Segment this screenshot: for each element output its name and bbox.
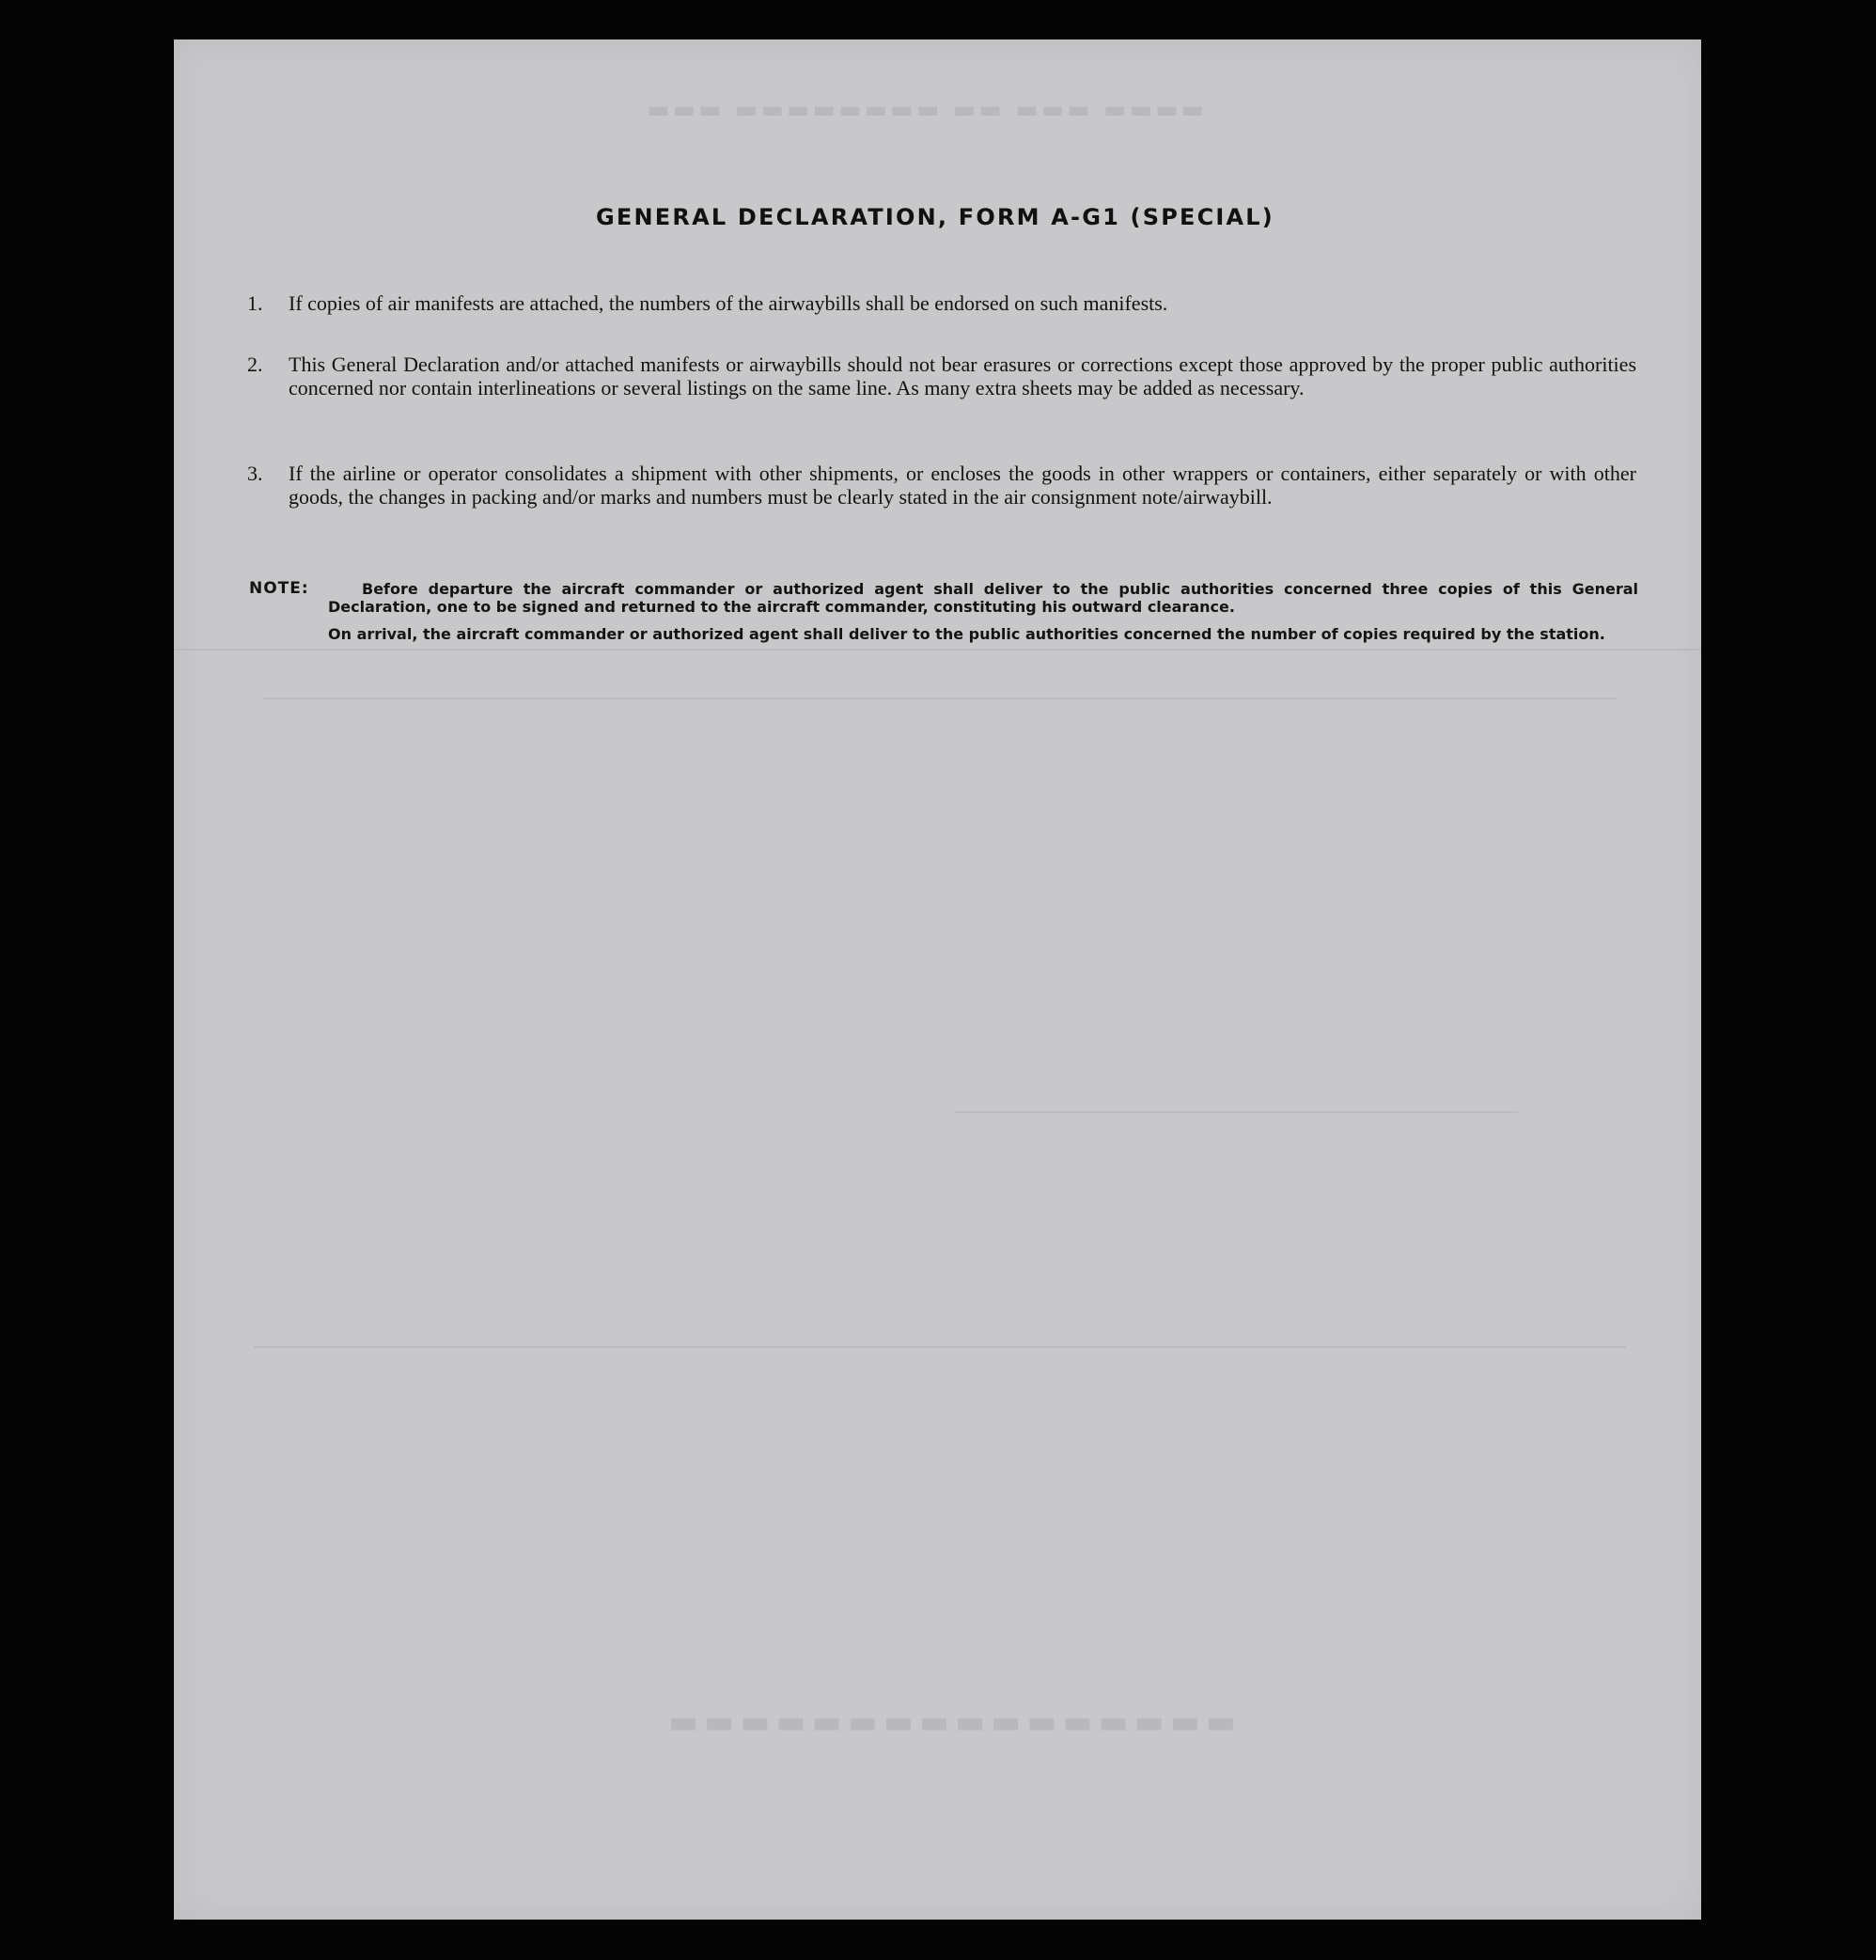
bleed-through-rule [263, 698, 1617, 699]
instruction-item-2 [247, 353, 1636, 400]
note-label: NOTE: [249, 579, 309, 598]
note-paragraph-arrival: On arrival, the aircraft commander or authorized agent shall deliver to the public authorities concerned the number of copies required by the station. [328, 625, 1605, 643]
instruction-item-3 [247, 462, 1636, 509]
item-text: If copies of air manifests are attached, the numbers of the airwaybills shall be endorsed on such manifests. [289, 291, 1168, 315]
instruction-item-1 [247, 291, 1636, 315]
bleed-through-stamp: ▬▬▬▬▬▬▬▬▬▬▬▬▬▬▬▬ [663, 1703, 1236, 1741]
note-paragraph-departure: Before departure the aircraft commander or authorized agent shall deliver to the public authorities concerned three copies of this General Declaration, one to be signed and returned to the aircraft commander, constituting his outward clearance. [328, 580, 1638, 616]
bleed-through-heading: ▬▬▬▬ ▬▬▬ ▬▬ ▬▬▬▬▬▬▬▬ ▬▬▬ [644, 96, 1205, 124]
bleed-through-rule [954, 1111, 1518, 1113]
page-fold-line [174, 649, 1701, 651]
note-section [249, 580, 1638, 643]
item-number: 2. [247, 353, 263, 376]
item-number: 3. [247, 462, 263, 485]
bleed-through-rule [254, 1346, 1626, 1348]
document-page [174, 39, 1701, 1920]
item-text: This General Declaration and/or attached manifests or airwaybills should not bear erasures or corrections except those approved by the proper public authorities concerned nor contain interlineations or several listings on the same line. As many extra sheets may be added as necessary. [289, 353, 1636, 400]
item-text: If the airline or operator consolidates a shipment with other shipments, or encloses the goods in other wrappers or containers, either separately or with other goods, the changes in packing and/or marks and numbers must be clearly stated in the air consignment note/airwaybill. [289, 462, 1636, 509]
form-title: GENERAL DECLARATION, FORM A-G1 (SPECIAL) [596, 204, 1274, 230]
item-number: 1. [247, 291, 263, 315]
